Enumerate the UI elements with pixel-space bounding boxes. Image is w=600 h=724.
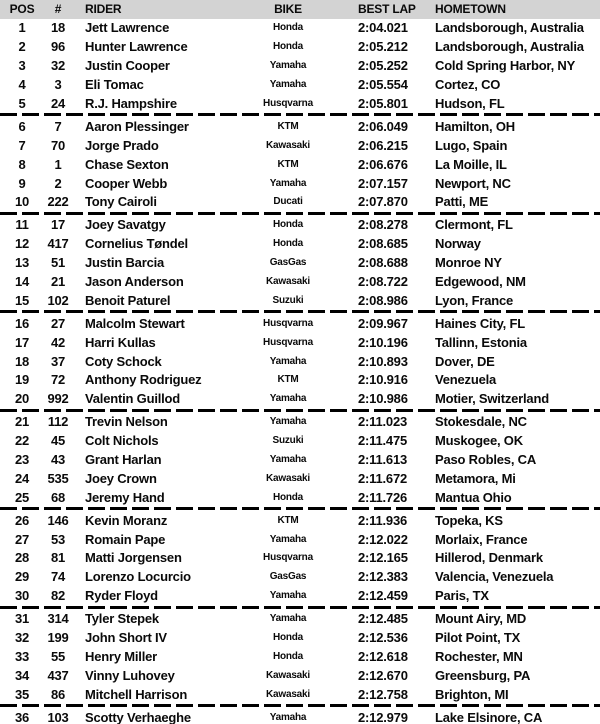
number-cell: 21 (50, 274, 66, 290)
rider-cell: Kevin Moranz (85, 512, 168, 528)
bike-cell: Honda (272, 491, 304, 503)
best-lap-cell: 2:04.021 (358, 20, 408, 36)
column-header-pos: POS (9, 2, 35, 17)
pos-cell: 20 (14, 391, 30, 407)
pos-cell: 31 (14, 611, 30, 627)
best-lap-cell: 2:06.215 (358, 137, 408, 153)
rider-cell: Jorge Prado (85, 137, 159, 153)
best-lap-cell: 2:12.618 (358, 648, 408, 664)
bike-cell: Husqvarna (263, 336, 313, 348)
bike-cell: Yamaha (269, 613, 307, 625)
best-lap-cell: 2:12.165 (358, 550, 408, 566)
pos-cell: 19 (14, 372, 30, 388)
number-cell: 45 (50, 433, 66, 449)
rider-cell: Romain Pape (85, 531, 166, 547)
best-lap-cell: 2:10.196 (358, 334, 408, 350)
rider-cell: Hunter Lawrence (85, 39, 188, 55)
hometown-cell: Morlaix, France (435, 531, 528, 547)
table-row (0, 56, 600, 75)
hometown-cell: Hudson, FL (435, 96, 505, 111)
hometown-cell: Newport, NC (435, 175, 511, 191)
number-cell: 81 (50, 550, 66, 566)
number-cell: 53 (50, 531, 66, 547)
pos-cell: 22 (14, 433, 30, 449)
table-row (0, 117, 600, 136)
table-row (0, 136, 600, 155)
number-cell: 68 (50, 489, 66, 505)
hometown-cell: Edgewood, NM (435, 274, 526, 290)
table-header-row (0, 0, 600, 19)
bike-cell: Yamaha (269, 454, 307, 466)
bike-cell: Kawasaki (266, 688, 310, 700)
best-lap-cell: 2:11.726 (358, 489, 408, 505)
number-cell: 72 (50, 372, 66, 388)
rider-cell: Vinny Luhovey (85, 667, 175, 683)
rider-cell: Trevin Nelson (85, 414, 168, 430)
table-row (0, 314, 600, 333)
pos-cell: 32 (14, 630, 30, 646)
table-row (0, 253, 600, 272)
table-body (0, 19, 600, 724)
hometown-cell: Lugo, Spain (435, 137, 508, 153)
table-row (0, 469, 600, 488)
pos-cell: 4 (18, 77, 26, 93)
best-lap-cell: 2:05.554 (358, 77, 408, 93)
bike-cell: Honda (272, 650, 304, 662)
hometown-cell: Patti, ME (435, 194, 489, 210)
hometown-cell: Mount Airy, MD (435, 611, 527, 627)
rider-cell: Valentin Guillod (85, 391, 181, 407)
number-cell: 3 (54, 77, 62, 93)
hometown-cell: Lake Elsinore, CA (435, 709, 543, 724)
hometown-cell: Mantua Ohio (435, 489, 512, 505)
number-cell: 43 (50, 452, 66, 468)
hometown-cell: Haines City, FL (435, 315, 525, 331)
pos-cell: 36 (14, 709, 30, 724)
bike-cell: Yamaha (269, 355, 307, 367)
table-row (0, 389, 600, 408)
hometown-cell: Cortez, CO (435, 77, 501, 93)
number-cell: 417 (47, 236, 69, 252)
best-lap-cell: 2:10.916 (358, 372, 408, 388)
number-cell: 55 (50, 648, 66, 664)
rider-cell: Benoit Paturel (85, 292, 171, 308)
bike-cell: Yamaha (269, 416, 307, 428)
best-lap-cell: 2:05.252 (358, 58, 408, 74)
bike-cell: Suzuki (272, 294, 304, 306)
number-cell: 146 (47, 512, 69, 528)
hometown-cell: Valencia, Venezuela (435, 569, 554, 585)
number-cell: 74 (50, 569, 66, 585)
best-lap-cell: 2:10.893 (358, 353, 408, 369)
best-lap-cell: 2:11.023 (358, 414, 408, 430)
best-lap-cell: 2:12.022 (358, 531, 408, 547)
number-cell: 82 (50, 588, 66, 604)
best-lap-cell: 2:10.986 (358, 391, 408, 407)
best-lap-cell: 2:05.801 (358, 96, 408, 111)
bike-cell: Honda (272, 219, 304, 231)
best-lap-cell: 2:07.870 (358, 194, 408, 210)
bike-cell: Yamaha (269, 590, 307, 602)
table-row (0, 586, 600, 605)
table-row (0, 234, 600, 253)
number-cell: 2 (54, 175, 62, 191)
pos-cell: 35 (14, 686, 30, 702)
table-row (0, 666, 600, 685)
table-row (0, 19, 600, 38)
number-cell: 102 (47, 292, 69, 308)
number-cell: 992 (47, 391, 69, 407)
pos-cell: 17 (14, 334, 30, 350)
hometown-cell: La Moille, IL (435, 156, 507, 172)
rider-cell: Ryder Floyd (85, 588, 158, 604)
bike-cell: Suzuki (272, 435, 304, 447)
rider-cell: Malcolm Stewart (85, 315, 185, 331)
table-row (0, 155, 600, 174)
bike-cell: Yamaha (269, 60, 307, 72)
rider-cell: Anthony Rodriguez (85, 372, 202, 388)
table-row (0, 291, 600, 310)
bike-cell: KTM (277, 158, 299, 170)
best-lap-cell: 2:08.722 (358, 274, 408, 290)
rider-cell: Joey Crown (85, 470, 157, 486)
hometown-cell: Landsborough, Australia (435, 39, 584, 55)
number-cell: 7 (54, 118, 62, 134)
rider-cell: Cooper Webb (85, 175, 168, 191)
pos-cell: 2 (18, 39, 26, 55)
bike-cell: Kawasaki (266, 669, 310, 681)
bike-cell: Honda (272, 238, 304, 250)
best-lap-cell: 2:09.967 (358, 315, 408, 331)
hometown-cell: Stokesdale, NC (435, 414, 527, 430)
hometown-cell: Hamilton, OH (435, 118, 515, 134)
pos-cell: 9 (18, 175, 26, 191)
table-row (0, 352, 600, 371)
pos-cell: 29 (14, 569, 30, 585)
bike-cell: KTM (277, 120, 299, 132)
pos-cell: 3 (18, 58, 26, 74)
table-row (0, 708, 600, 724)
best-lap-cell: 2:11.936 (358, 512, 408, 528)
hometown-cell: Dover, DE (435, 353, 495, 369)
best-lap-cell: 2:08.685 (358, 236, 408, 252)
number-cell: 24 (50, 96, 66, 111)
bike-cell: Kawasaki (266, 139, 310, 151)
table-row (0, 94, 600, 113)
bike-cell: Husqvarna (263, 98, 313, 109)
column-header-best-lap: BEST LAP (358, 2, 416, 17)
pos-cell: 33 (14, 648, 30, 664)
best-lap-cell: 2:06.049 (358, 118, 408, 134)
bike-cell: Honda (272, 22, 304, 34)
hometown-cell: Metamora, Mi (435, 470, 516, 486)
bike-cell: Yamaha (269, 177, 307, 189)
best-lap-cell: 2:12.979 (358, 709, 408, 724)
hometown-cell: Landsborough, Australia (435, 20, 584, 36)
number-cell: 27 (50, 315, 66, 331)
rider-cell: Chase Sexton (85, 156, 169, 172)
pos-cell: 16 (14, 315, 30, 331)
table-row (0, 37, 600, 56)
pos-cell: 10 (14, 194, 30, 210)
rider-cell: Colt Nichols (85, 433, 159, 449)
table-row (0, 450, 600, 469)
best-lap-cell: 2:12.536 (358, 630, 408, 646)
rider-cell: Cornelius Tøndel (85, 236, 188, 252)
number-cell: 314 (47, 611, 69, 627)
pos-cell: 14 (14, 274, 30, 290)
pos-cell: 18 (14, 353, 30, 369)
bike-cell: KTM (277, 374, 299, 386)
bike-cell: KTM (277, 514, 299, 526)
number-cell: 96 (50, 39, 66, 55)
hometown-cell: Greensburg, PA (435, 667, 531, 683)
pos-cell: 13 (14, 255, 30, 271)
pos-cell: 6 (18, 118, 26, 134)
number-cell: 437 (47, 667, 69, 683)
rider-cell: Eli Tomac (85, 77, 144, 93)
hometown-cell: Venezuela (435, 372, 497, 388)
bike-cell: Yamaha (269, 79, 307, 91)
pos-cell: 1 (18, 20, 26, 36)
rider-cell: Joey Savatgy (85, 217, 166, 233)
bike-cell: Yamaha (269, 533, 307, 545)
number-cell: 535 (47, 470, 69, 486)
column-header-bike: BIKE (274, 2, 302, 17)
rider-cell: Jeremy Hand (85, 489, 165, 505)
table-row (0, 511, 600, 530)
hometown-cell: Clermont, FL (435, 217, 513, 233)
pos-cell: 24 (14, 470, 30, 486)
number-cell: 37 (50, 353, 66, 369)
rider-cell: Jett Lawrence (85, 20, 170, 36)
pos-cell: 27 (14, 531, 30, 547)
bike-cell: Yamaha (269, 393, 307, 405)
best-lap-cell: 2:08.688 (358, 255, 408, 271)
rider-cell: Jason Anderson (85, 274, 184, 290)
number-cell: 42 (50, 334, 66, 350)
rider-cell: Matti Jorgensen (85, 550, 182, 566)
table-row (0, 412, 600, 431)
hometown-cell: Pilot Point, TX (435, 630, 521, 646)
hometown-cell: Monroe NY (435, 255, 502, 271)
hometown-cell: Paso Robles, CA (435, 452, 537, 468)
pos-cell: 25 (14, 489, 30, 505)
bike-cell: Husqvarna (263, 317, 313, 329)
rider-cell: Harri Kullas (85, 334, 156, 350)
hometown-cell: Brighton, MI (435, 686, 509, 702)
bike-cell: Kawasaki (266, 472, 310, 484)
rider-cell: Justin Cooper (85, 58, 170, 74)
pos-cell: 23 (14, 452, 30, 468)
pos-cell: 34 (14, 667, 30, 683)
table-row (0, 174, 600, 193)
number-cell: 18 (50, 20, 66, 36)
number-cell: 51 (50, 255, 66, 271)
pos-cell: 8 (18, 156, 26, 172)
table-row (0, 628, 600, 647)
hometown-cell: Muskogee, OK (435, 433, 523, 449)
number-cell: 199 (47, 630, 69, 646)
number-cell: 222 (47, 194, 69, 210)
hometown-cell: Paris, TX (435, 588, 489, 604)
best-lap-cell: 2:08.986 (358, 292, 408, 308)
bike-cell: Yamaha (269, 711, 307, 723)
rider-cell: Mitchell Harrison (85, 686, 188, 702)
column-header-rider: RIDER (85, 2, 122, 17)
bike-cell: Honda (272, 632, 304, 644)
bike-cell: GasGas (269, 571, 307, 583)
number-cell: 112 (47, 414, 69, 430)
best-lap-cell: 2:06.676 (358, 156, 408, 172)
number-cell: 86 (50, 686, 66, 702)
pos-cell: 7 (18, 137, 26, 153)
best-lap-cell: 2:12.383 (358, 569, 408, 585)
rider-cell: Grant Harlan (85, 452, 162, 468)
table-row (0, 488, 600, 507)
table-row (0, 530, 600, 549)
pos-cell: 5 (18, 96, 26, 111)
pos-cell: 21 (14, 414, 30, 430)
rider-cell: R.J. Hampshire (85, 96, 177, 111)
best-lap-cell: 2:05.212 (358, 39, 408, 55)
best-lap-cell: 2:08.278 (358, 217, 408, 233)
column-header-hometown: HOMETOWN (435, 2, 506, 17)
best-lap-cell: 2:12.459 (358, 588, 408, 604)
rider-cell: Lorenzo Locurcio (85, 569, 191, 585)
pos-cell: 11 (15, 217, 29, 233)
bike-cell: Kawasaki (266, 276, 310, 288)
pos-cell: 26 (14, 512, 30, 528)
rider-cell: Tony Cairoli (85, 194, 157, 210)
best-lap-cell: 2:11.672 (358, 470, 408, 486)
bike-cell: Husqvarna (263, 552, 313, 564)
best-lap-cell: 2:12.670 (358, 667, 408, 683)
column-header-number: # (54, 2, 62, 17)
pos-cell: 30 (14, 588, 30, 604)
table-row (0, 75, 600, 94)
rider-cell: Coty Schock (85, 353, 162, 369)
hometown-cell: Rochester, MN (435, 648, 523, 664)
hometown-cell: Norway (435, 236, 481, 252)
bike-cell: Ducati (273, 196, 303, 208)
bike-cell: Honda (272, 41, 304, 53)
hometown-cell: Tallinn, Estonia (435, 334, 527, 350)
pos-cell: 28 (14, 550, 30, 566)
number-cell: 70 (50, 137, 66, 153)
rider-cell: Tyler Stepek (85, 611, 159, 627)
table-row (0, 272, 600, 291)
table-row (0, 609, 600, 628)
best-lap-cell: 2:12.758 (358, 686, 408, 702)
rider-cell: Scotty Verhaeghe (85, 709, 191, 724)
number-cell: 17 (50, 217, 66, 233)
pos-cell: 12 (14, 236, 30, 252)
best-lap-cell: 2:11.613 (358, 452, 408, 468)
best-lap-cell: 2:12.485 (358, 611, 408, 627)
pos-cell: 15 (14, 292, 30, 308)
number-cell: 103 (47, 709, 69, 724)
rider-cell: John Short IV (85, 630, 167, 646)
hometown-cell: Lyon, France (435, 292, 514, 308)
table-row (0, 549, 600, 568)
table-row (0, 215, 600, 234)
bike-cell: GasGas (269, 257, 307, 269)
hometown-cell: Topeka, KS (435, 512, 503, 528)
table-row (0, 431, 600, 450)
hometown-cell: Motier, Switzerland (435, 391, 549, 407)
table-row (0, 333, 600, 352)
rider-cell: Justin Barcia (85, 255, 165, 271)
table-row (0, 647, 600, 666)
table-row (0, 371, 600, 390)
best-lap-cell: 2:11.475 (358, 433, 408, 449)
best-lap-cell: 2:07.157 (358, 175, 408, 191)
number-cell: 1 (54, 156, 62, 172)
number-cell: 32 (50, 58, 66, 74)
table-row (0, 567, 600, 586)
hometown-cell: Hillerod, Denmark (435, 550, 543, 566)
hometown-cell: Cold Spring Harbor, NY (435, 58, 576, 74)
table-row (0, 193, 600, 212)
table-row (0, 685, 600, 704)
rider-cell: Aaron Plessinger (85, 118, 189, 134)
rider-cell: Henry Miller (85, 648, 158, 664)
